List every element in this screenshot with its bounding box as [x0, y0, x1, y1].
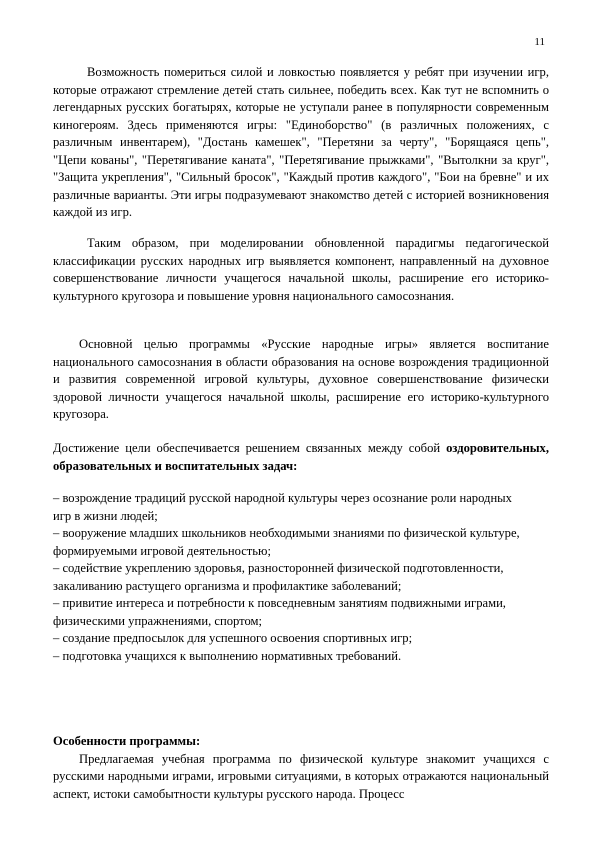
- paragraph-program-goal: [53, 336, 549, 424]
- paragraph-text: Основной целью программы «Русские народные игры» является воспитание национального самосознания в области образования на основе возрождения традиционной и развития современной игровой культуры, духовное совершенствование физически здоровой личности учащегося начальной школы, расширение его историко-культурного кругозора.: [53, 337, 549, 421]
- paragraph-text: Возможность помериться силой и ловкостью появляется у ребят при изучении игр, которые отражают стремление детей стать сильнее, победить всех. Как тут не вспомнить о легендарных русских богатырях, которые не уступали ранее в популярности современным киногероям. Здесь применяются игры: "Единоборство" (в различных положениях, с различным инвентарем), "Достань камешек", "Перетяни за черту", "Борящаяся цепь", "Цепи кованы", "Перетягивание каната", "Перетягивание прыжками", "Вытолкни за круг", "Защита укрепления", "Сильный бросок", "Каждый против каждого", "Бои на бревне" и их различные варианты. Эти игры подразумевают знакомство детей с историей возникновения каждой из игр.: [53, 65, 549, 219]
- paragraph-conclusion: [53, 235, 549, 305]
- paragraph-text: Предлагаемая учебная программа по физической культуре знакомит учащихся с русскими народными играми, игровыми ситуациями, в которых отражаются национальный аспект, истоки самобытности культуры русского народа. Процесс: [53, 751, 549, 801]
- list-item: – подготовка учащихся к выполнению нормативных требований.: [53, 648, 402, 663]
- tasks-intro-bold: оздоровительных, образовательных и воспитательных задач:: [53, 441, 549, 473]
- list-item: – содействие укреплению здоровья, разносторонней физической подготовленности, закаливанию растущего организма и профилактике заболеваний;: [53, 561, 504, 593]
- tasks-list: [53, 490, 523, 665]
- list-item: – вооружение младших школьников необходимыми знаниями по физической культуре, формируемыми игровой деятельностью;: [53, 526, 520, 558]
- paragraph-strength-games: [53, 64, 549, 222]
- page-number: 11: [534, 36, 545, 48]
- section-features: [53, 733, 549, 803]
- paragraph-text: [53, 440, 549, 475]
- paragraph-tasks-intro: [53, 440, 549, 475]
- list-item: – возрождение традиций русской народной культуры через осознание роли народных игр в жизни людей;: [53, 491, 512, 523]
- list-item: – привитие интереса и потребности к повседневным занятиям подвижными играми, физическими упражнениями, спортом;: [53, 596, 506, 628]
- paragraph-text: Таким образом, при моделировании обновленной парадигмы педагогической классификации русских народных игр выявляется компонент, направленный на духовное совершенствование личности учащегося начальной школы, расширение его историко-культурного кругозора и повышение уровня национального самосознания.: [53, 236, 549, 303]
- section-heading: Особенности программы:: [53, 734, 201, 748]
- list-item: – создание предпосылок для успешного освоения спортивных игр;: [53, 631, 413, 645]
- tasks-intro-text: Достижение цели обеспечивается решением связанных между собой: [53, 441, 447, 455]
